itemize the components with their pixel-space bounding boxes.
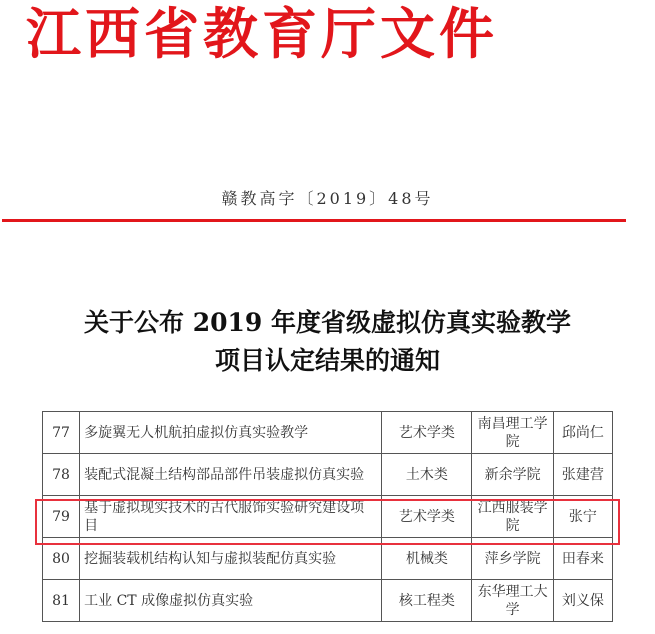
notice-title	[0, 304, 655, 380]
row-number: 78	[43, 454, 80, 496]
row-number: 77	[43, 412, 80, 454]
school-name: 萍乡学院	[472, 538, 553, 580]
project-category: 土木类	[382, 454, 472, 496]
row-number: 79	[43, 496, 80, 538]
notice-title-line2: 项目认定结果的通知	[214, 346, 440, 375]
document-number: 赣教高字〔2019〕48号	[221, 189, 434, 208]
project-lead: 邱尚仁	[553, 412, 612, 454]
school-name: 东华理工大学	[472, 580, 553, 622]
project-category: 艺术学类	[382, 412, 472, 454]
project-lead: 刘义保	[553, 580, 612, 622]
project-name: 多旋翼无人机航拍虚拟仿真实验教学	[80, 412, 382, 454]
project-name: 工业 CT 成像虚拟仿真实验	[80, 580, 382, 622]
school-name: 南昌理工学院	[472, 412, 553, 454]
row-number: 80	[43, 538, 80, 580]
school-name: 新余学院	[472, 454, 553, 496]
table-row	[43, 454, 613, 496]
project-lead: 田春来	[553, 538, 612, 580]
notice-title-line1: 关于公布 2019 年度省级虚拟仿真实验教学	[84, 308, 571, 337]
project-name: 挖掘装载机结构认知与虚拟装配仿真实验	[80, 538, 382, 580]
project-category: 机械类	[382, 538, 472, 580]
project-category: 艺术学类	[382, 496, 472, 538]
project-lead: 张宁	[553, 496, 612, 538]
red-divider-line	[2, 219, 626, 222]
table-row	[43, 580, 613, 622]
project-category: 核工程类	[382, 580, 472, 622]
project-lead: 张建营	[553, 454, 612, 496]
table-row	[43, 412, 613, 454]
project-name: 基于虚拟现实技术的古代服饰实验研究建设项目	[80, 496, 382, 538]
school-name: 江西服装学院	[472, 496, 553, 538]
project-name: 装配式混凝土结构部品部件吊装虚拟仿真实验	[80, 454, 382, 496]
row-number: 81	[43, 580, 80, 622]
row-highlight-box	[35, 499, 620, 545]
masthead-title: 江西省教育厅文件	[26, 1, 499, 66]
